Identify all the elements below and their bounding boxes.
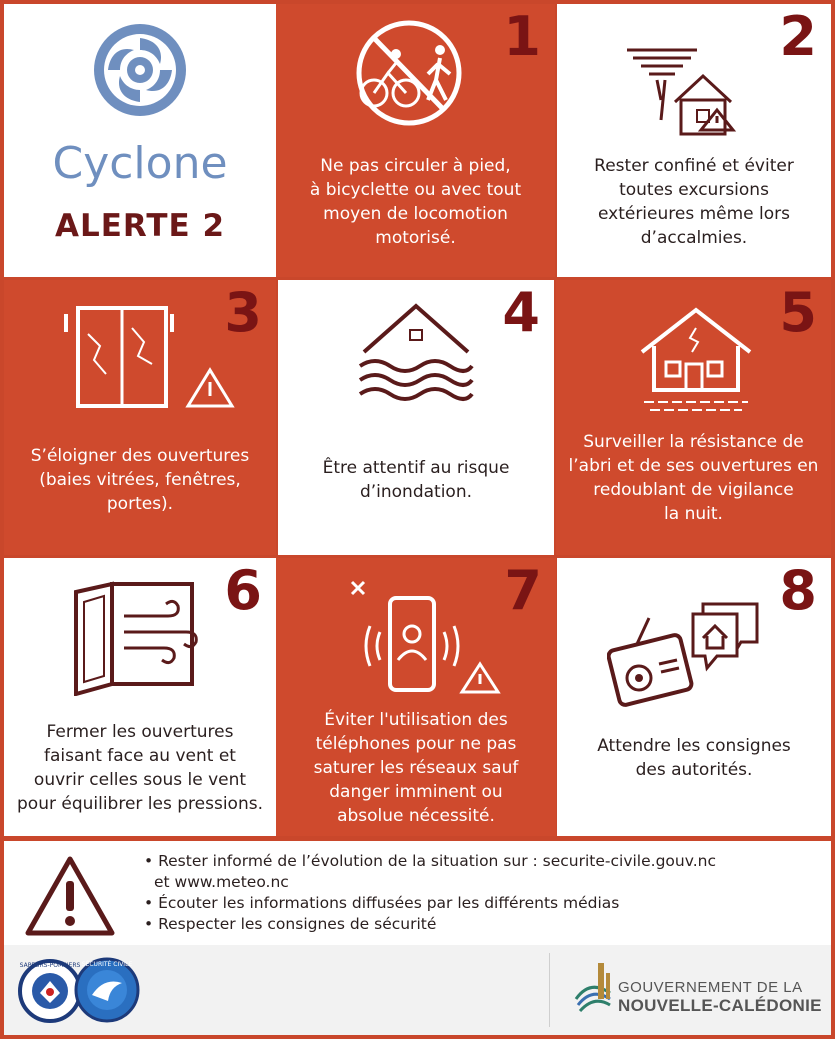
text-line: Être attentif au risque [322,458,510,478]
tile-text [10,720,270,816]
firefighters-badge-icon [18,959,82,1023]
text-line: ouvrir celles sous le vent [33,770,247,790]
info-bullets [144,851,716,935]
text-line: motorisé. [375,228,456,248]
text-line: absolue nécessité. [337,806,495,826]
tile-3 [4,280,276,555]
tile-4 [278,280,554,555]
tile-number: 4 [502,281,540,344]
text-line: téléphones pour ne pas [315,734,517,754]
text-line: la nuit. [664,504,723,524]
cyclone-icon [90,20,190,120]
text-line: extérieures même lors [597,204,791,224]
tile-text [284,456,548,504]
footer-divider [549,953,550,1027]
badge-text: SÉCURITÉ CIVILE [81,961,133,968]
alert-level: ALERTE 2 [54,208,226,244]
text-line: d’accalmies. [640,228,748,248]
text-line: portes). [106,494,174,514]
tile-8 [557,558,831,836]
text-line: S’éloigner des ouvertures [30,446,250,466]
text-line: Éviter l'utilisation des [324,710,508,730]
text-line: danger imminent ou [329,782,503,802]
text-line: l’abri et de ses ouvertures en [568,456,819,476]
text-line: Surveiller la résistance de [583,432,804,452]
text-line: redoublant de vigilance [593,480,794,500]
door-wind-icon [68,576,208,696]
civil-security-badge-icon [74,957,140,1023]
text-line: d’inondation. [359,482,473,502]
damaged-house-icon [636,306,756,416]
tile-number: 8 [779,559,817,622]
tile-2 [557,4,831,277]
house-storm-icon [617,40,747,140]
text-line: Attendre les consignes [597,736,791,756]
tile-text [563,734,825,782]
info-line: • Écouter les informations diffusées par les différents médias [144,894,620,912]
header-tile [4,4,276,277]
tile-5 [556,280,831,555]
tile-text [282,154,549,250]
tile-text [10,444,270,516]
flood-house-icon [356,300,476,410]
gov-emblem-icon [570,959,616,1017]
tile-text [282,708,550,828]
text-line: Rester confiné et éviter [594,156,794,176]
cyclone-title: Cyclone [52,138,228,189]
text-line: (baies vitrées, fenêtres, [39,470,241,490]
text-line: à bicyclette ou avec tout [309,180,522,200]
no-bike-pedestrian-icon [344,18,474,128]
radio-message-icon [607,598,767,708]
info-line: • Rester informé de l’évolution de la situation sur : securite-civile.gouv.nc [144,852,716,870]
tile-6 [4,558,276,836]
tile-number: 2 [779,5,817,68]
text-line: Fermer les ouvertures [46,722,234,742]
text-line: faisant face au vent et [44,746,236,766]
tile-1 [276,4,555,277]
text-line: pour équilibrer les pressions. [17,794,263,814]
warning-icon [24,855,116,939]
text-line: saturer les réseaux sauf [313,758,519,778]
badge-text: SAPEURS-POMPIERS [19,962,81,969]
tile-number: 3 [224,281,262,344]
tile-text [563,154,825,250]
tile-number: 1 [503,5,541,68]
tile-text [562,430,825,526]
tile-number: 7 [504,559,542,622]
tile-number: 6 [224,559,262,622]
phone-warning-icon [348,576,508,696]
text-line: toutes excursions [619,180,769,200]
gov-name-line2: NOUVELLE-CALÉDONIE [618,996,822,1015]
broken-window-icon [60,304,250,414]
text-line: moyen de locomotion [323,204,508,224]
text-line: Ne pas circuler à pied, [320,156,511,176]
tile-number: 5 [779,281,817,344]
info-line: • Respecter les consignes de sécurité [144,915,437,933]
info-line: et www.meteo.nc [154,873,289,891]
text-line: des autorités. [635,760,753,780]
tile-7 [276,558,556,836]
gov-name-line1: GOUVERNEMENT DE LA [618,979,803,996]
